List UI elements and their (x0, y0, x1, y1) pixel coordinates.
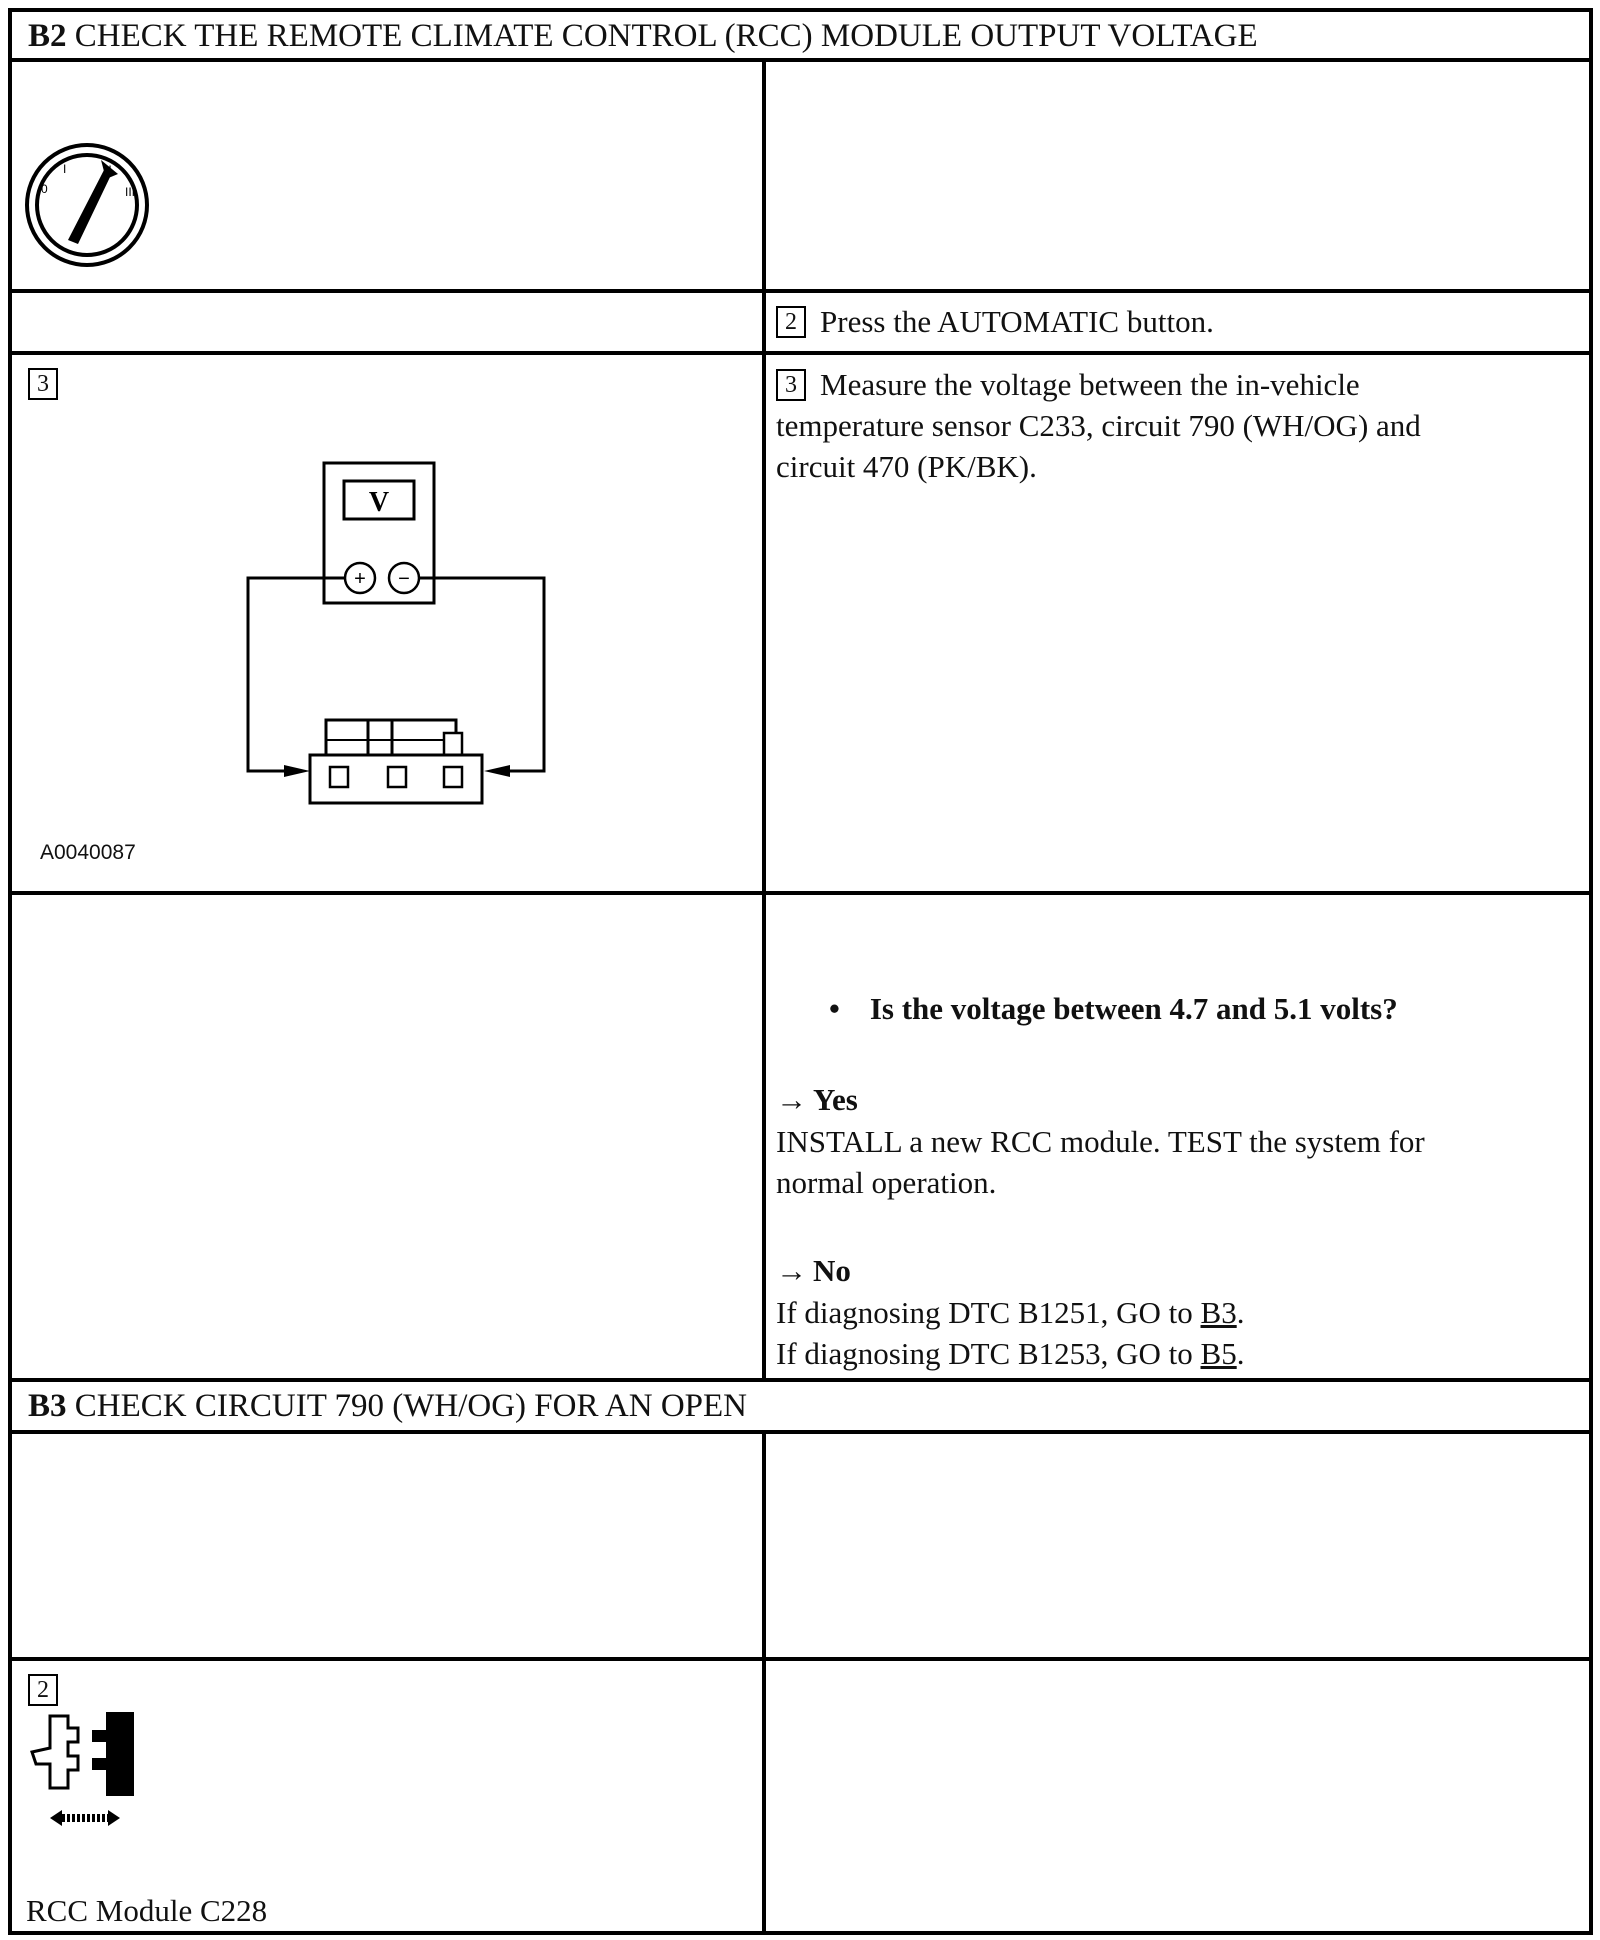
yes-line-1: INSTALL a new RCC module. TEST the system for (776, 1124, 1425, 1159)
rule (12, 351, 1589, 355)
meter-minus: − (398, 568, 410, 590)
connector-label: RCC Module C228 (26, 1893, 268, 1928)
step-2-instruction (776, 301, 1214, 342)
no-label: No (813, 1253, 851, 1288)
bullet: • (829, 991, 840, 1026)
voltmeter-diagram (234, 455, 554, 805)
no-line-2-text: If diagnosing DTC B1253, GO to (776, 1336, 1193, 1371)
no-line-1-text: If diagnosing DTC B1251, GO to (776, 1295, 1193, 1330)
rule (12, 289, 1589, 293)
rule (12, 1430, 1589, 1434)
step-3-line-1 (776, 364, 1360, 405)
step-3-line-2: temperature sensor C233, circuit 790 (WH/OG) and (776, 408, 1421, 443)
link-b5[interactable]: B5 (1200, 1336, 1237, 1371)
svg-text:0: 0 (41, 182, 48, 196)
section-title: CHECK THE REMOTE CLIMATE CONTROL (RCC) MODULE OUTPUT VOLTAGE (74, 18, 1258, 54)
link-b3[interactable]: B3 (1200, 1295, 1237, 1330)
rule (12, 58, 1589, 62)
no-outcome-label (776, 1250, 851, 1291)
step-id: B2 (28, 18, 67, 54)
no-line-1 (776, 1292, 1244, 1333)
rule (12, 1378, 1589, 1382)
yes-outcome-label (776, 1079, 858, 1120)
no-line-2 (776, 1333, 1244, 1374)
figure-id: A0040087 (40, 841, 136, 864)
step-number: 2 (776, 306, 806, 338)
question (829, 988, 1398, 1029)
diagnostic-table (8, 8, 1593, 1935)
yes-line-2: normal operation. (776, 1165, 997, 1200)
connector-disconnect-icon (20, 1708, 150, 1828)
section-title: CHECK CIRCUIT 790 (WH/OG) FOR AN OPEN (74, 1388, 748, 1424)
meter-symbol: V (368, 487, 390, 518)
svg-text:III: III (125, 185, 136, 199)
arrow-icon: → (776, 1253, 807, 1288)
question-text: Is the voltage between 4.7 and 5.1 volts? (869, 991, 1398, 1026)
step-number: 3 (776, 369, 806, 401)
step-2-text: Press the AUTOMATIC button. (820, 304, 1214, 339)
column-divider (762, 1430, 766, 1935)
meter-plus: + (354, 568, 366, 590)
column-divider (762, 58, 766, 1378)
svg-text:I: I (63, 162, 67, 176)
rule (12, 891, 1589, 895)
step-3-text: Measure the voltage between the in-vehicle (820, 367, 1360, 402)
step-id: B3 (28, 1388, 67, 1424)
step-number: 3 (28, 368, 58, 400)
step-number: 2 (28, 1674, 58, 1706)
ignition-switch-icon (22, 140, 152, 270)
section-header-b2 (28, 16, 1258, 56)
period: . (1236, 1295, 1245, 1330)
step-3-line-3: circuit 470 (PK/BK). (776, 449, 1037, 484)
arrow-icon: → (776, 1082, 807, 1117)
yes-label: Yes (813, 1082, 858, 1117)
section-header-b3 (28, 1386, 747, 1426)
period: . (1236, 1336, 1245, 1371)
rule (12, 1657, 1589, 1661)
